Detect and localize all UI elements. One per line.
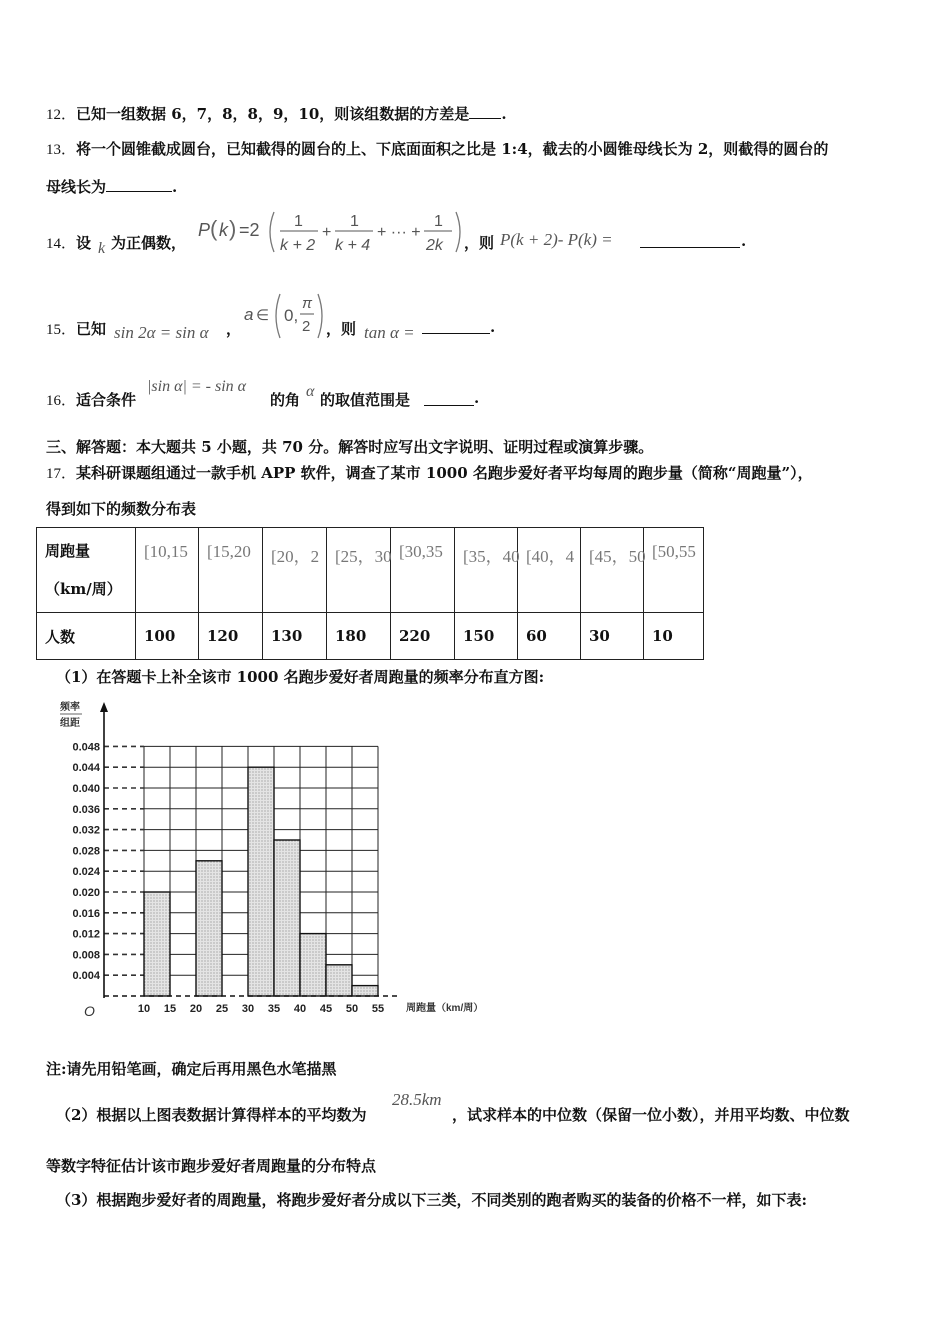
question-number: 13．: [46, 142, 77, 158]
table-row-label: 人数: [37, 613, 136, 660]
math-tan: tan α =: [364, 323, 415, 342]
frequency-table: [36, 527, 704, 660]
table-cell: [45，50: [581, 528, 644, 613]
answer-blank[interactable]: [469, 104, 501, 119]
table-cell: 220: [391, 613, 455, 660]
table-row: [37, 528, 704, 613]
table-cell: [35，40: [455, 528, 518, 613]
table-row: [37, 613, 704, 660]
x-tick-label: 15: [163, 1003, 177, 1015]
y-tick-label: 0.028: [72, 845, 100, 858]
y-tick-label: 0.032: [72, 824, 100, 837]
formula-p-k: [196, 206, 466, 258]
histogram-bar: [144, 892, 170, 996]
y-axis-label-bottom: 组距: [60, 718, 80, 729]
x-tick-label: 30: [241, 1003, 255, 1015]
question-15: 15．已知: [46, 320, 107, 338]
y-axis-label-top: 频率: [60, 702, 80, 713]
histogram-bar: [196, 861, 222, 996]
svg-text:1: 1: [350, 213, 359, 230]
frequency-histogram: [60, 696, 500, 1026]
y-tick-label: 0.004: [72, 970, 100, 983]
table-cell: 60: [518, 613, 581, 660]
question-13: [46, 138, 828, 159]
svg-text:k: k: [219, 220, 228, 240]
svg-text:2k: 2k: [426, 237, 443, 254]
question-number: 17．: [46, 466, 77, 482]
svg-text:P: P: [198, 220, 211, 240]
part-2: （2）根据以上图表数据计算得样本的平均数为: [56, 1106, 367, 1124]
svg-text:a: a: [244, 305, 254, 324]
x-axis-label: 周跑量（km/周）: [406, 1003, 484, 1014]
histogram-bar: [352, 986, 378, 996]
math-alpha: α: [306, 383, 315, 400]
y-tick-label: 0.044: [72, 762, 100, 775]
math-k: k: [98, 240, 106, 257]
table-cell: [20，2: [263, 528, 327, 613]
svg-text:0,: 0,: [284, 306, 299, 325]
question-number: 15．: [46, 322, 77, 338]
histogram-bar: [326, 965, 352, 996]
table-cell: 180: [327, 613, 391, 660]
svg-text:2: 2: [302, 318, 311, 335]
answer-blank[interactable]: [422, 319, 490, 334]
svg-text:=2: =2: [239, 220, 260, 240]
table-cell: 130: [263, 613, 327, 660]
question-number: 14．: [46, 236, 77, 252]
y-tick-label: 0.008: [72, 949, 100, 962]
table-cell: [10,15: [136, 528, 199, 613]
question-12: 12．已知一组数据 6，7，8，8，9，10，则该组数据的方差是 .: [46, 105, 507, 123]
answer-blank[interactable]: [106, 177, 172, 192]
question-17: 17．某科研课题组通过一款手机 APP 软件，调查了某市 1000 名跑步爱好者平均每周的跑步量（简称“周跑量”），: [46, 464, 813, 482]
histogram-bar: [274, 840, 300, 996]
table-cell: 100: [136, 613, 199, 660]
x-tick-label: 45: [319, 1003, 333, 1015]
table-cell: 120: [199, 613, 263, 660]
table-cell: 10: [644, 613, 704, 660]
svg-text:k + 2: k + 2: [280, 237, 316, 254]
table-cell: 150: [455, 613, 518, 660]
origin-label: O: [84, 1003, 95, 1019]
y-tick-label: 0.012: [72, 928, 100, 941]
histogram-bar: [300, 934, 326, 996]
y-tick-label: 0.040: [72, 783, 100, 795]
table-header-cell: 周跑量 （km/周）: [37, 528, 136, 613]
part-2-line2: 等数字特征估计该市跑步爱好者周跑量的分布特点: [46, 1157, 377, 1175]
math-expression: P(k + 2)- P(k) =: [500, 230, 613, 249]
part-3: （3）根据跑步爱好者的周跑量，将跑步爱好者分成以下三类，不同类别的跑者购买的装备的价格不一样，如下表:: [56, 1191, 807, 1209]
y-tick-label: 0.020: [72, 887, 100, 899]
x-tick-label: 25: [215, 1003, 229, 1015]
svg-text:k + 4: k + 4: [335, 237, 371, 254]
svg-text:): ): [229, 216, 237, 241]
x-tick-label: 55: [371, 1003, 385, 1015]
question-text: 将一个圆锥截成圆台，已知截得的圆台的上、下底面面积之比是 1:4，截去的小圆锥母线长为 2，则截得的圆台的: [76, 140, 829, 158]
y-axis-arrow: [100, 702, 108, 712]
y-tick-label: 0.036: [72, 803, 100, 816]
part-1: （1）在答题卡上补全该市 1000 名跑步爱好者周跑量的频率分布直方图:: [56, 668, 545, 686]
y-tick-label: 0.024: [72, 866, 100, 879]
formula-interval: [240, 290, 332, 342]
question-text: 已知一组数据 6，7，8，8，9，10，则该组数据的方差是: [76, 105, 470, 123]
x-tick-label: 10: [137, 1003, 151, 1015]
svg-text:∈: ∈: [256, 307, 270, 324]
question-number: 16．: [46, 393, 77, 409]
part-2-cont: ，试求样本的中位数（保留一位小数），并用平均数、中位数: [452, 1106, 850, 1124]
table-cell: [25，30: [327, 528, 391, 613]
note: 注:请先用铅笔画，确定后再用黑色水笔描黑: [46, 1060, 337, 1078]
x-tick-label: 50: [345, 1003, 359, 1015]
section-heading: 三、解答题：本大题共 5 小题，共 70 分。解答时应写出文字说明、证明过程或演算步骤。: [46, 438, 654, 456]
table-cell: [40，4: [518, 528, 581, 613]
x-tick-label: 35: [267, 1003, 281, 1015]
question-16: 16．适合条件: [46, 391, 137, 409]
svg-text:1: 1: [294, 213, 303, 230]
svg-text:+ ··· +: + ··· +: [377, 224, 421, 241]
x-tick-label: 40: [293, 1003, 307, 1015]
histogram-bar: [248, 767, 274, 996]
table-cell: [30,35: [391, 528, 455, 613]
table-cell: 30: [581, 613, 644, 660]
math-condition: |sin α| = - sin α: [147, 378, 247, 395]
y-tick-label: 0.016: [72, 907, 100, 920]
question-13-cont: 母线长为 .: [46, 178, 178, 196]
y-tick-label: 0.048: [72, 741, 100, 754]
answer-blank[interactable]: [424, 391, 474, 406]
mean-value: 28.5km: [392, 1090, 442, 1109]
svg-text:(: (: [210, 216, 218, 241]
x-tick-label: 20: [189, 1003, 203, 1015]
question-17-cont: 得到如下的频数分布表: [46, 500, 197, 518]
table-cell: [50,55: [644, 528, 704, 613]
answer-blank[interactable]: [640, 233, 740, 248]
table-cell: [15,20: [199, 528, 263, 613]
question-number: 12．: [46, 107, 77, 123]
math-condition: sin 2α = sin α: [114, 323, 209, 342]
svg-text:+: +: [322, 224, 332, 241]
svg-text:π: π: [302, 295, 313, 312]
question-14: 14．设: [46, 234, 92, 252]
svg-text:1: 1: [434, 213, 443, 230]
